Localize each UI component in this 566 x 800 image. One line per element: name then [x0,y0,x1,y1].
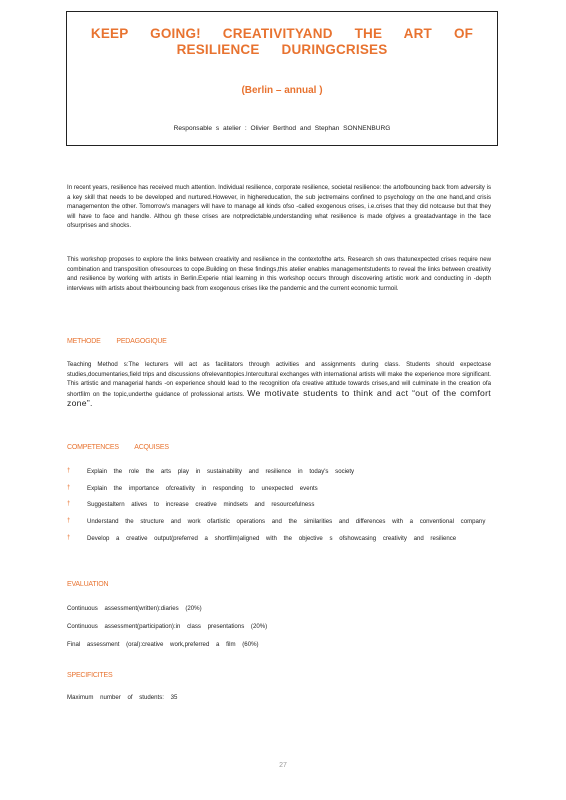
bullet-mark: † [67,468,71,474]
list-item-text: Suggestaltern atives to increase creative mindsets and resourcefulness [87,501,315,509]
bullet-mark: † [67,534,71,541]
bullet-mark: † [67,518,71,525]
evaluation-row: Continuous assessment(written):diaries (20%) [67,605,202,612]
list-item [67,467,491,477]
page-subtitle: (Berlin – annual ) [241,85,323,96]
evaluation-heading: EVALUATION [67,581,109,588]
title-box [66,11,498,146]
methode-text: Teaching Method s:The lecturers will act as facilitators through activities and assignments during class. Students should expectcase studies,documentaries,field trips and discussions ofrelevanttopics.Intercultural exchanges with international artists will make the experience more significant. This artistic and managerial hands -on experience should lead to the recognition ofa creative attitude towards crises,and will culminate in the creation ofa shortfilm on the topic,underthe guidance of professional artists. [67,361,491,398]
methode-heading: METHODE PEDAGOGIQUE [67,338,167,345]
list-item-text: Understand the structure and work ofartistic operations and the similarities and differences with a conventional company [87,518,486,526]
intro-paragraph-1: In recent years, resilience has received much attention. Individual resilience, corporate resilience, societal resilience: the artofbouncing back from adversity is a key skill that needs to be developed and nurtured.However, in highereducation, the sub jectremains confined to psychology on the one hand,and crisis managementon the other. Tomorrow's managers will have to manage all kinds ofso -called exogenous crises, i.e.crises that they did notcause but that they will have to face and handle. Althou gh these crises are notpredictable,understanding what resilience is made ofgives a greatadvantage in the face ofsurprises and shocks. [67,184,491,230]
intro-paragraph-2: This workshop proposes to explore the links between creativity and resilience in the contextofthe arts. Research sh ows thatunexpected crises require new combination and transposition ofresources to cope.Building on these findings,this atelier enables managementstudents to reveal the links between creativity and resilience by working with artists in Berlin.Experie ntial learning in this workshop occurs through discovering artistic work and conducting in -depth interviews with artists about theirbouncing back from exogenous crises like the pandemic and the current economic turmoil. [67,256,491,292]
specificites-heading: SPECIFICITES [67,672,113,679]
max-students: Maximum number of students: 35 [67,694,178,701]
competences-list [67,467,491,550]
evaluation-row: Final assessment (oral):creative work,preferred a film (60%) [67,641,259,648]
bullet-mark: † [67,484,71,491]
list-item-text: Explain the importance ofcreativity in responding to unexpected events [87,484,318,492]
list-item [67,500,491,510]
methode-emphasis: We motivate students to think and act “out of the comfort zone”. [67,387,491,409]
competences-heading: COMPETENCES ACQUISES [67,444,169,451]
responsible-line: Responsable s atelier : Olivier Berthod and Stephan SONNENBURG [173,125,391,132]
page-number: 27 [279,762,287,769]
page-title: KEEP GOING! CREATIVITYAND THE ART OF RESILIENCE DURINGCRISES [90,26,474,57]
list-item-text: Develop a creative output(preferred a shortfilm)aligned with the objective s ofshowcasing creativity and resilience [87,534,457,542]
methode-paragraph [67,360,491,410]
bullet-mark: † [67,501,71,508]
evaluation-row: Continuous assessment(participation):in class presentations (20%) [67,623,268,630]
list-item [67,484,491,494]
list-item [67,534,491,544]
list-item [67,517,491,527]
list-item-text: Explain the role the arts play in sustainability and resilience in today's society [87,468,355,475]
